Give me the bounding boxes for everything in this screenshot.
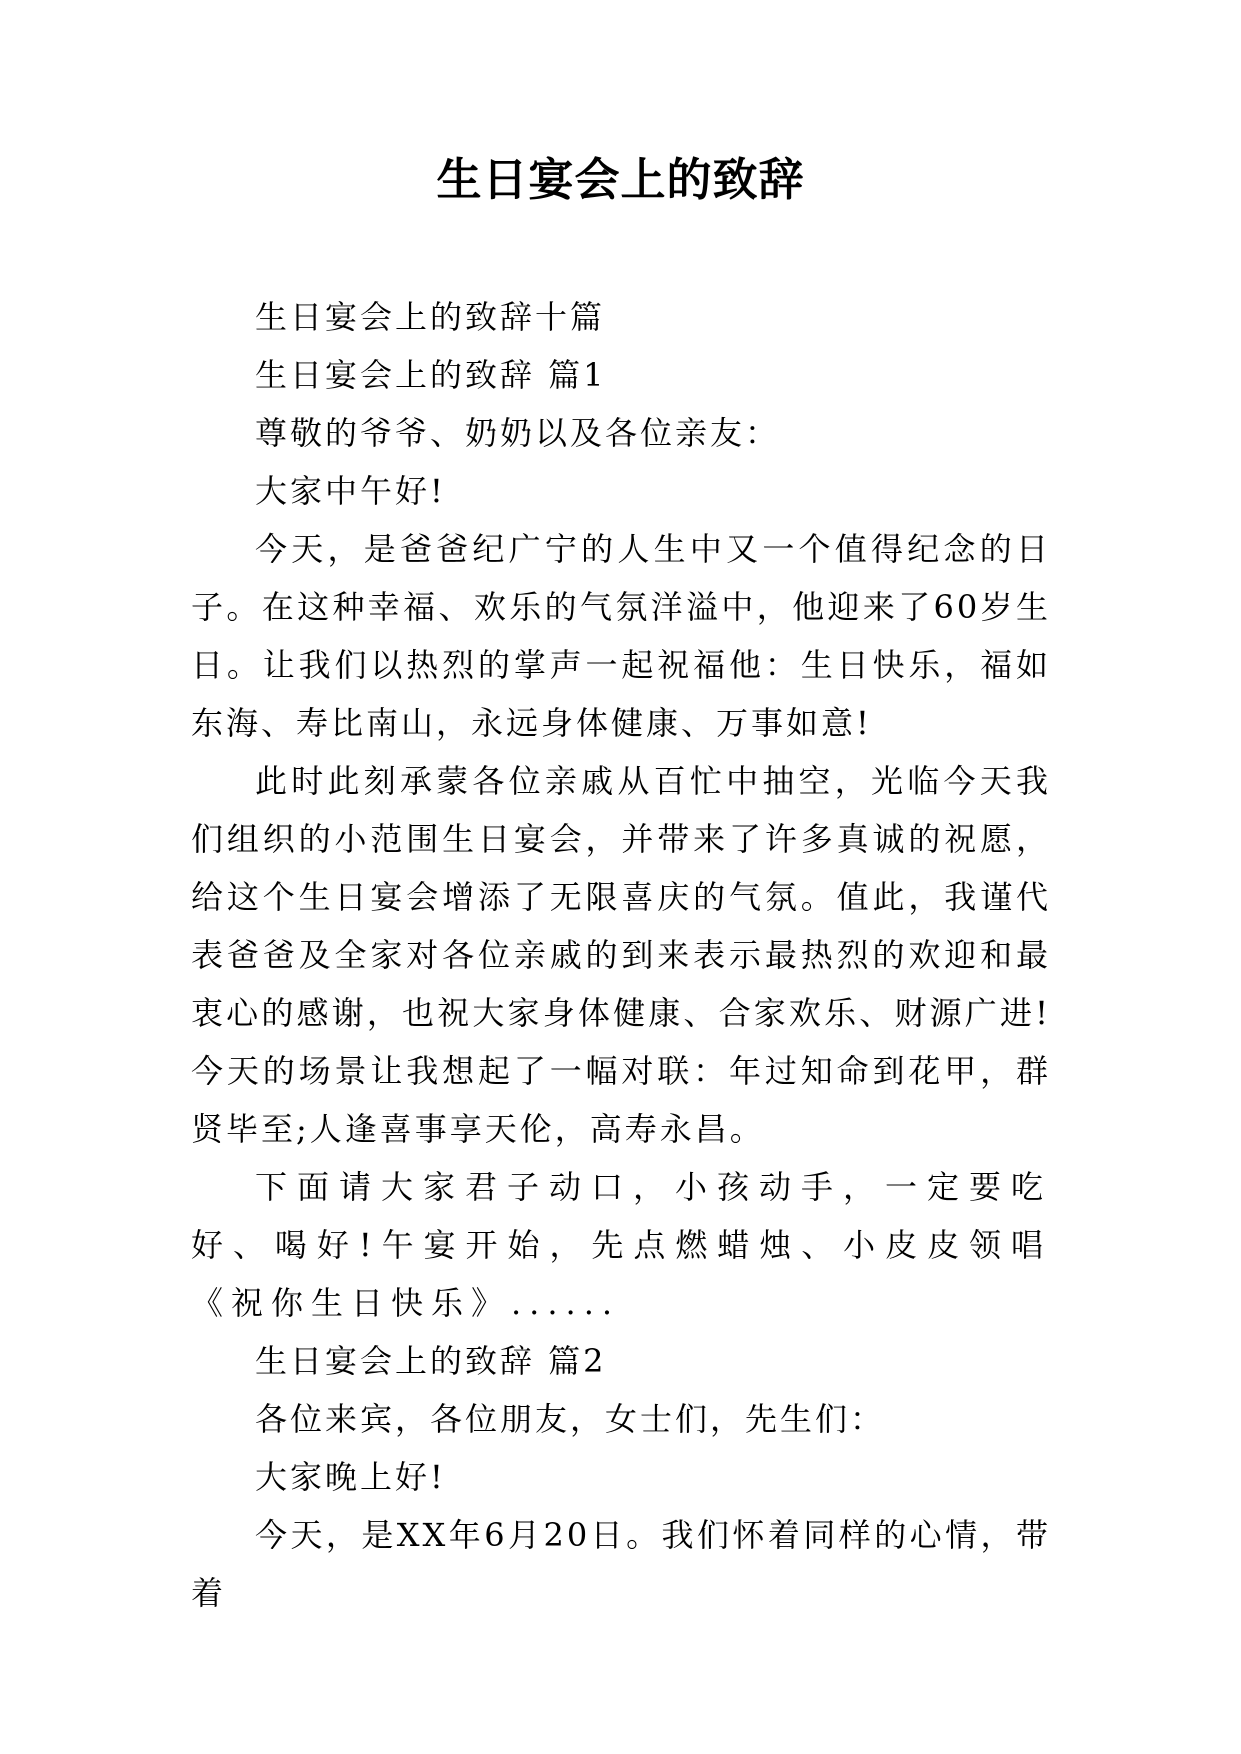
series-heading: 生日宴会上的致辞十篇 (255, 298, 606, 336)
section-heading-2: 生日宴会上的致辞 篇2 (255, 1342, 607, 1380)
document-title: 生日宴会上的致辞 (436, 153, 805, 206)
body-paragraph: 今天，是爸爸纪广宁的人生中又一个值得纪念的日子。在这种幸福、欢乐的气氛洋溢中，他迎来了60岁生日。让我们以热烈的掌声一起祝福他：生日快乐，福如东海、寿比南山，永远身体健康、万事如意! (191, 530, 1051, 742)
body-paragraph: 下面请大家君子动口，小孩动手，一定要吃好、喝好!午宴开始，先点燃蜡烛、小皮皮领唱《祝你生日快乐》...... (191, 1168, 1051, 1322)
greeting-1: 大家中午好! (255, 472, 446, 510)
section-heading-1: 生日宴会上的致辞 篇1 (255, 356, 607, 394)
document-body (191, 288, 1051, 1622)
salutation-1: 尊敬的爷爷、奶奶以及各位亲友： (255, 414, 781, 452)
body-paragraph: 此时此刻承蒙各位亲戚从百忙中抽空，光临今天我们组织的小范围生日宴会，并带来了许多真诚的祝愿，给这个生日宴会增添了无限喜庆的气氛。值此，我谨代表爸爸及全家对各位亲戚的到来表示最热烈的欢迎和最衷心的感谢，也祝大家身体健康、合家欢乐、财源广进!今天的场景让我想起了一幅对联：年过知命到花甲，群贤毕至;人逢喜事享天伦，高寿永昌。 (191, 762, 1051, 1148)
body-paragraph: 今天，是XX年6月20日。我们怀着同样的心情，带着 (191, 1516, 1051, 1612)
greeting-2: 大家晚上好! (255, 1458, 446, 1496)
salutation-2: 各位来宾，各位朋友，女士们，先生们： (255, 1400, 886, 1438)
